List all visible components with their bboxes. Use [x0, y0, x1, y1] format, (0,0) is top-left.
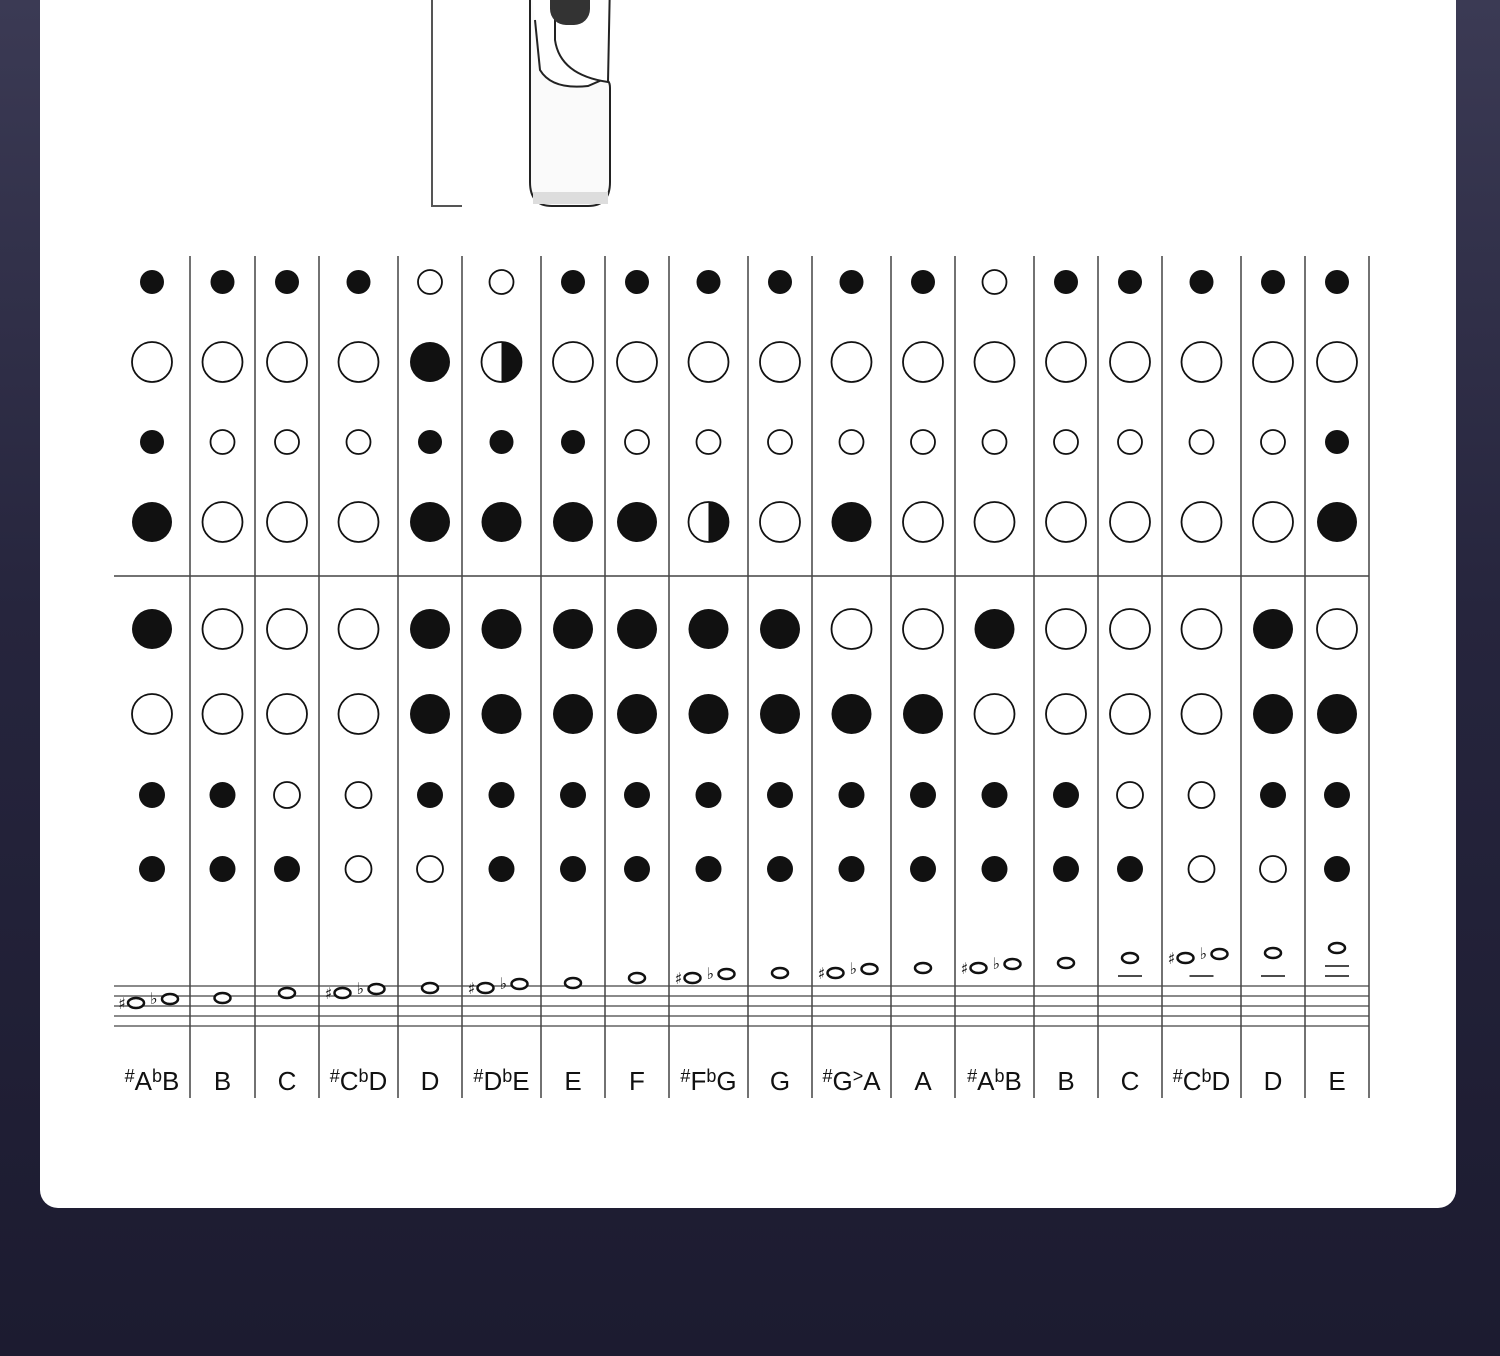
hole-open — [1182, 502, 1222, 542]
hole-closed — [347, 270, 371, 294]
note-name-label: $^{\#}D^bE$ — [473, 1066, 530, 1096]
hole-closed — [553, 609, 593, 649]
note-name-label: A — [914, 1066, 932, 1096]
sharp-sign: ♯ — [324, 984, 333, 1003]
hole-open — [418, 270, 442, 294]
hole-open — [1046, 694, 1086, 734]
hole-closed — [132, 609, 172, 649]
hole-open — [760, 502, 800, 542]
hole-closed — [489, 782, 515, 808]
hole-closed — [490, 430, 514, 454]
staff-note — [565, 978, 581, 988]
hole-open — [211, 430, 235, 454]
note-name-label: E — [564, 1066, 582, 1096]
note-name-label: $^{\#}A^bB$ — [124, 1066, 180, 1096]
staff-note — [685, 973, 701, 983]
staff-note — [828, 968, 844, 978]
hole-half-fill — [709, 502, 729, 542]
staff-note — [128, 998, 144, 1008]
hole-closed — [624, 856, 650, 882]
sharp-sign: ♯ — [467, 979, 476, 998]
note-name-label: #G>A — [822, 1066, 881, 1096]
hole-closed — [982, 782, 1008, 808]
hole-closed — [410, 609, 450, 649]
hole-open — [553, 342, 593, 382]
hole-open — [1046, 609, 1086, 649]
hole-closed — [1117, 856, 1143, 882]
hole-closed — [625, 270, 649, 294]
hole-open — [689, 342, 729, 382]
hole-closed — [553, 694, 593, 734]
hole-open — [132, 694, 172, 734]
staff-note — [772, 968, 788, 978]
flat-sign: ♭ — [992, 954, 1001, 973]
sharp-sign: ♯ — [674, 969, 683, 988]
note-name-label: $^{\#}C^bD$ — [1172, 1066, 1231, 1096]
staff-note — [512, 979, 528, 989]
flat-sign: ♭ — [849, 959, 858, 978]
hole-closed — [1325, 430, 1349, 454]
flat-sign: ♭ — [150, 989, 158, 1008]
hole-open — [617, 342, 657, 382]
staff-note — [162, 994, 178, 1004]
hole-closed — [275, 270, 299, 294]
hole-closed — [767, 782, 793, 808]
hole-closed — [624, 782, 650, 808]
hole-closed — [560, 782, 586, 808]
hole-open — [1110, 502, 1150, 542]
hole-open — [346, 856, 372, 882]
hole-open — [203, 502, 243, 542]
hole-closed — [903, 694, 943, 734]
hole-open — [339, 694, 379, 734]
hole-closed — [767, 856, 793, 882]
hole-open — [911, 430, 935, 454]
hole-closed — [910, 856, 936, 882]
hole-open — [346, 782, 372, 808]
flat-sign: ♭ — [706, 964, 715, 983]
hole-open — [203, 342, 243, 382]
hole-open — [903, 342, 943, 382]
hole-open — [1260, 856, 1286, 882]
hole-open — [1190, 430, 1214, 454]
hole-open — [903, 609, 943, 649]
hole-closed — [1317, 694, 1357, 734]
hole-closed — [696, 856, 722, 882]
hole-open — [1182, 694, 1222, 734]
hole-open — [975, 694, 1015, 734]
hole-closed — [832, 694, 872, 734]
hole-closed — [1253, 694, 1293, 734]
staff-note — [369, 984, 385, 994]
hole-closed — [210, 856, 236, 882]
hole-closed — [482, 694, 522, 734]
hole-open — [339, 609, 379, 649]
fingering-chart — [40, 0, 1456, 1208]
note-name-label: G — [769, 1066, 791, 1096]
staff-note — [1122, 953, 1138, 963]
hole-half-fill — [502, 342, 522, 382]
hole-open — [1253, 342, 1293, 382]
hole-closed — [768, 270, 792, 294]
hole-open — [1054, 430, 1078, 454]
bracket-line — [432, 0, 462, 206]
hole-open — [275, 430, 299, 454]
note-name-label: C — [1120, 1066, 1140, 1096]
hole-closed — [418, 430, 442, 454]
hole-closed — [1317, 502, 1357, 542]
staff-note — [335, 988, 351, 998]
hole-closed — [696, 782, 722, 808]
staff-note — [1178, 953, 1194, 963]
hole-closed — [211, 270, 235, 294]
sharp-sign: ♯ — [118, 994, 126, 1013]
hole-open — [1110, 609, 1150, 649]
note-name-label: E — [1328, 1066, 1346, 1096]
note-name-label: B — [1057, 1066, 1075, 1096]
note-name-label: C — [277, 1066, 297, 1096]
hole-closed — [132, 502, 172, 542]
hole-open — [1261, 430, 1285, 454]
hole-closed — [482, 502, 522, 542]
hole-closed — [560, 856, 586, 882]
hole-closed — [410, 502, 450, 542]
hole-closed — [410, 694, 450, 734]
note-name-label: $^{\#}C^bD$ — [329, 1066, 388, 1096]
note-name-label: D — [1263, 1066, 1283, 1096]
hole-open — [1253, 502, 1293, 542]
hole-closed — [1324, 782, 1350, 808]
hole-closed — [561, 270, 585, 294]
hole-closed — [840, 270, 864, 294]
hole-open — [1110, 694, 1150, 734]
hole-open — [1189, 856, 1215, 882]
note-name-label: F — [629, 1066, 645, 1096]
hole-open — [625, 430, 649, 454]
hole-closed — [617, 502, 657, 542]
mouthpiece-tip — [550, 0, 590, 25]
hole-closed — [910, 782, 936, 808]
hole-closed — [689, 694, 729, 734]
staff-note — [915, 963, 931, 973]
hole-open — [697, 430, 721, 454]
hole-open — [267, 502, 307, 542]
hole-open — [1117, 782, 1143, 808]
hole-open — [1182, 609, 1222, 649]
sharp-sign: ♯ — [817, 964, 826, 983]
sharp-sign: ♯ — [960, 959, 969, 978]
hole-closed — [617, 694, 657, 734]
hole-closed — [1324, 856, 1350, 882]
hole-open — [840, 430, 864, 454]
hole-closed — [140, 270, 164, 294]
hole-closed — [410, 342, 450, 382]
hole-open — [832, 342, 872, 382]
hole-closed — [832, 502, 872, 542]
hole-closed — [689, 609, 729, 649]
mouthpiece-band — [533, 192, 608, 204]
hole-closed — [489, 856, 515, 882]
hole-closed — [911, 270, 935, 294]
hole-closed — [553, 502, 593, 542]
hole-open — [267, 609, 307, 649]
hole-open — [1317, 609, 1357, 649]
staff-note — [719, 969, 735, 979]
hole-closed — [561, 430, 585, 454]
staff-note — [862, 964, 878, 974]
note-name-label: B — [213, 1066, 232, 1096]
hole-closed — [139, 782, 165, 808]
note-name-label: $^{\#}F^bG$ — [680, 1066, 737, 1096]
staff-note — [1329, 943, 1345, 953]
staff-note — [279, 988, 295, 998]
hole-open — [267, 694, 307, 734]
hole-closed — [417, 782, 443, 808]
hole-closed — [482, 609, 522, 649]
staff-note — [1265, 948, 1281, 958]
hole-closed — [139, 856, 165, 882]
staff-note — [1005, 959, 1021, 969]
flat-sign: ♭ — [1199, 944, 1208, 963]
flat-sign: ♭ — [499, 974, 508, 993]
hole-closed — [140, 430, 164, 454]
hole-open — [903, 502, 943, 542]
staff-note — [478, 983, 494, 993]
hole-open — [1110, 342, 1150, 382]
hole-closed — [274, 856, 300, 882]
hole-closed — [617, 609, 657, 649]
hole-open — [760, 342, 800, 382]
note-name-label: $^{\#}A^bB$ — [967, 1066, 1022, 1096]
hole-open — [490, 270, 514, 294]
hole-closed — [760, 694, 800, 734]
hole-open — [983, 430, 1007, 454]
hole-open — [339, 342, 379, 382]
hole-open — [975, 342, 1015, 382]
hole-open — [1046, 342, 1086, 382]
hole-closed — [760, 609, 800, 649]
hole-open — [274, 782, 300, 808]
hole-closed — [982, 856, 1008, 882]
hole-closed — [1053, 782, 1079, 808]
hole-open — [1189, 782, 1215, 808]
staff-note — [215, 993, 231, 1003]
hole-open — [417, 856, 443, 882]
hole-open — [1182, 342, 1222, 382]
hole-open — [267, 342, 307, 382]
staff-note — [629, 973, 645, 983]
hole-open — [339, 502, 379, 542]
hole-closed — [975, 609, 1015, 649]
hole-open — [1046, 502, 1086, 542]
hole-closed — [697, 270, 721, 294]
note-name-label: D — [420, 1066, 440, 1096]
hole-open — [768, 430, 792, 454]
hole-closed — [1118, 270, 1142, 294]
flat-sign: ♭ — [356, 979, 365, 998]
staff-note — [422, 983, 438, 993]
hole-closed — [1325, 270, 1349, 294]
hole-open — [983, 270, 1007, 294]
fingering-chart-card — [40, 0, 1456, 1208]
sharp-sign: ♯ — [1167, 949, 1176, 968]
hole-open — [832, 609, 872, 649]
hole-closed — [1053, 856, 1079, 882]
staff-note — [971, 963, 987, 973]
hole-closed — [210, 782, 236, 808]
hole-open — [1118, 430, 1142, 454]
hole-open — [347, 430, 371, 454]
hole-closed — [1261, 270, 1285, 294]
hole-open — [975, 502, 1015, 542]
hole-closed — [839, 782, 865, 808]
hole-open — [132, 342, 172, 382]
hole-open — [203, 694, 243, 734]
hole-open — [203, 609, 243, 649]
staff-note — [1058, 958, 1074, 968]
hole-closed — [1260, 782, 1286, 808]
hole-closed — [839, 856, 865, 882]
hole-closed — [1253, 609, 1293, 649]
hole-open — [1317, 342, 1357, 382]
hole-closed — [1054, 270, 1078, 294]
hole-closed — [1190, 270, 1214, 294]
staff-note — [1212, 949, 1228, 959]
